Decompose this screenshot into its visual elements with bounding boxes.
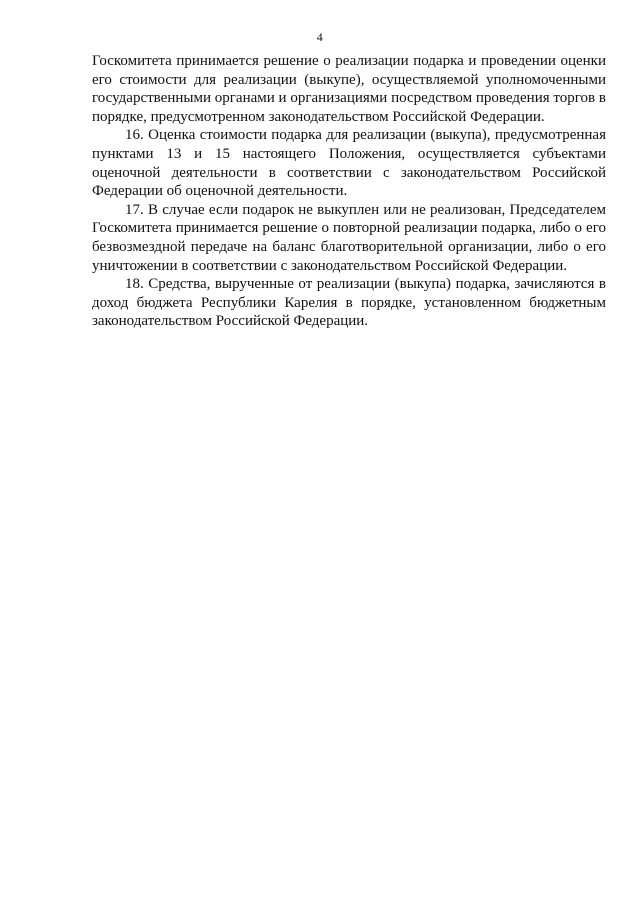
paragraph-17: 17. В случае если подарок не выкуплен или не реализован, Председателем Госкомитета принимается решение о повторной реализации подарка, либо о его безвозмездной передаче на баланс благотворительной организации, либо о его уничтожении в соответствии с законодательством Российской Федерации. — [92, 201, 606, 274]
paragraph-16: 16. Оценка стоимости подарка для реализации (выкупа), предусмотренная пунктами 13 и 15 настоящего Положения, осуществляется субъектами оценочной деятельности в соответствии с законодательством Российской Федерации об оценочной деятельности. — [92, 127, 606, 200]
page-number: 4 — [316, 30, 324, 44]
paragraph-18: 18. Средства, вырученные от реализации (выкупа) подарка, зачисляются в доход бюджета Республики Карелия в порядке, установленном бюджетным законодательством Российской Федерации. — [92, 276, 606, 330]
paragraph-continuation: Госкомитета принимается решение о реализации подарка и проведении оценки его стоимости для реализации (выкупе), осуществляемой уполномоченными государственными органами и организациями посредством проведения торгов в порядке, предусмотренном законодательством Российской Федерации. — [92, 53, 606, 125]
document-body — [92, 52, 606, 331]
